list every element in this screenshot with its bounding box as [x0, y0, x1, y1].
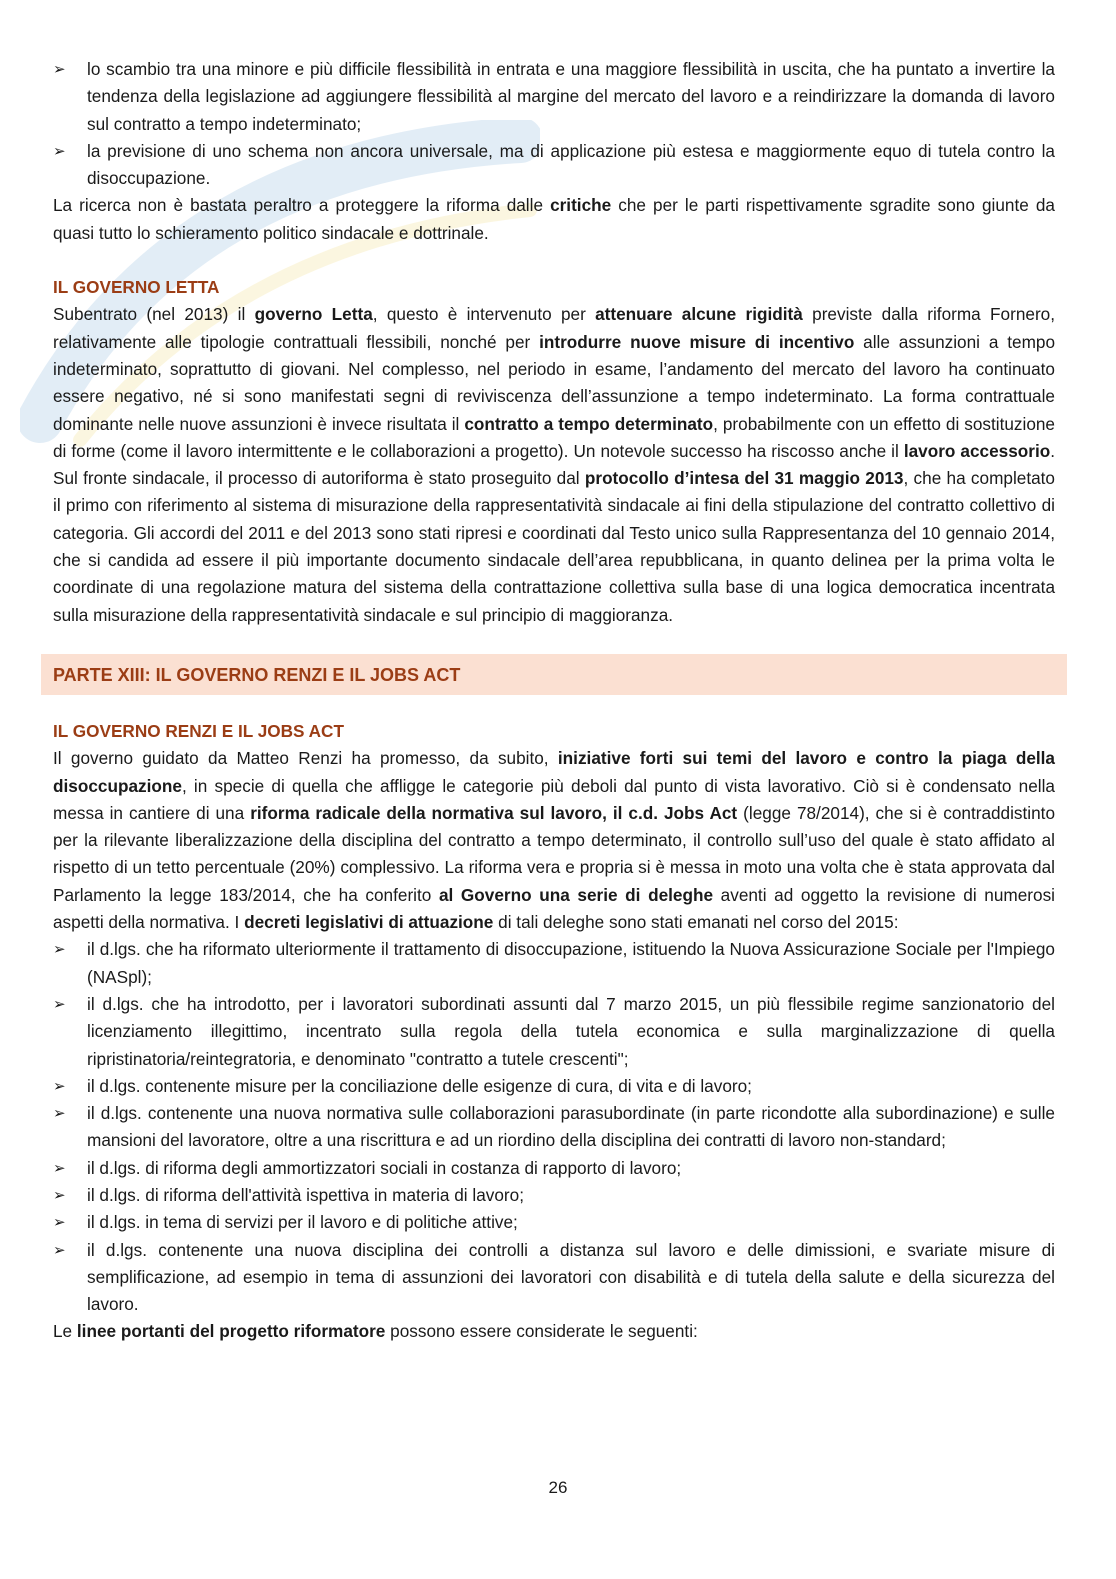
intro-paragraph: La ricerca non è bastata peraltro a proteggere la riforma dalle critiche che per le parti rispettivamente sgradite sono giunte da quasi tutto lo schieramento politico sindacale e dottrinale. — [53, 195, 1055, 243]
arrow-bullet-icon: ➢ — [53, 995, 66, 1013]
renzi-paragraph: Il governo guidato da Matteo Renzi ha promesso, da subito, iniziative forti sui temi del lavoro e contro la piaga della disoccupazione, in specie di quella che affligge le categorie più deboli dal punto di vista lavorativo. Ciò si è condensato nella messa in cantiere di una riforma radicale della normativa sul lavoro, il c.d. Jobs Act (legge 78/2014), che si è contraddistinto per la rilevante liberalizzazione della disciplina del contratto a tempo determinato, il controllo sull’uso del quale è stato affidato al rispetto di un tetto percentuale (20%) complessivo. La riforma vera e propria si è messa in moto una volta che è stata approvata dal Parlamento la legge 183/2014, che ha conferito al Governo una serie di deleghe aventi ad oggetto la revisione di numerosi aspetti della normativa. I decreti legislativi di attuazione di tali deleghe sono stati emanati nel corso del 2015: — [53, 748, 1056, 933]
arrow-bullet-icon: ➢ — [53, 1105, 66, 1123]
arrow-bullet-icon: ➢ — [53, 61, 66, 78]
arrow-bullet-icon: ➢ — [53, 1186, 66, 1204]
arrow-bullet-icon: ➢ — [53, 1077, 66, 1095]
list-item: ➢ il d.lgs. che ha riformato ulteriormente il trattamento di disoccupazione, istituendo la Nuova Assicurazione Sociale per l'Impiego (NASpl); — [53, 936, 1055, 991]
arrow-bullet-icon: ➢ — [53, 941, 66, 959]
list-item: ➢ la previsione di uno schema non ancora universale, ma di applicazione più estesa e maggiormente equo di tutela contro la disoccupazione. — [53, 138, 1055, 193]
page-content — [53, 56, 1055, 1346]
part-title-band: PARTE XIII: IL GOVERNO RENZI E IL JOBS ACT — [41, 654, 1067, 695]
list-item: ➢ il d.lgs. contenente misure per la conciliazione delle esigenze di cura, di vita e di lavoro; — [53, 1073, 1055, 1100]
arrow-bullet-icon: ➢ — [53, 1214, 66, 1232]
letta-paragraph: Subentrato (nel 2013) il governo Letta, questo è intervenuto per attenuare alcune rigidità previste dalla riforma Fornero, relativamente alle tipologie contrattuali flessibili, nonché per introdurre nuove misure di incentivo alle assunzioni a tempo indeterminato, soprattutto di giovani. Nel complesso, nel periodo in esame, l’andamento del mercato del lavoro ha continuato essere negativo, né si sono manifestati segni di reviviscenza dell’assunzione a tempo indeterminato. La forma contrattuale dominante nelle nuove assunzioni è invece risultata il contratto a tempo determinato, probabilmente con un effetto di sostituzione di forme (come il lavoro intermittente e le collaborazioni a progetto). Un notevole successo ha riscosso anche il lavoro accessorio. Sul fronte sindacale, il processo di autoriforma è stato proseguito dal protocollo d’intesa del 31 maggio 2013, che ha completato il primo con riferimento al sistema di misurazione della rappresentatività sindacale ai fini della stipulazione del contratto collettivo di categoria. Gli accordi del 2011 e del 2013 sono stati ripresi e coordinati dal Testo unico sulla Rappresentanza del 10 gennaio 2014, che si candida ad essere il più importante documento sindacale dell’area repubblicana, in quanto delinea per la prima volta le coordinate di una regolazione matura del sistema della contrattazione collettiva sulla base di una logica democratica incentrata sulla misurazione della rappresentatività sindacale e sul principio di maggioranza. — [53, 304, 1056, 625]
section-heading-letta: IL GOVERNO LETTA — [53, 277, 220, 298]
page-number: 26 — [548, 1478, 568, 1497]
list-item: ➢ il d.lgs. contenente una nuova normativa sulle collaborazioni parasubordinate (in parte ricondotte alla subordinazione) e sulle mansioni del lavoratore, oltre a una riscrittura e ad un riordino della disciplina dei contratti di lavoro non-standard; — [53, 1100, 1055, 1155]
list-item: ➢ il d.lgs. di riforma dell'attività ispettiva in materia di lavoro; — [53, 1182, 1055, 1209]
decrees-bullet-list — [53, 936, 1055, 1318]
list-item: ➢ il d.lgs. che ha introdotto, per i lavoratori subordinati assunti dal 7 marzo 2015, un più flessibile regime sanzionatorio del licenziamento illegittimo, incentrato sulla regola della tutela economica e sulla marginalizzazione di quella ripristinatoria/reintegratoria, e denominato "contratto a tutele crescenti"; — [53, 991, 1055, 1073]
list-item: ➢ il d.lgs. contenente una nuova disciplina dei controlli a distanza sul lavoro e delle dimissioni, e svariate misure di semplificazione, ad esempio in tema di assunzioni dei lavoratori con disabilità e di tutela della salute e della sicurezza del lavoro. — [53, 1237, 1055, 1319]
section-heading-renzi: IL GOVERNO RENZI E IL JOBS ACT — [53, 720, 344, 741]
arrow-bullet-icon: ➢ — [53, 142, 66, 160]
intro-bullet-list — [53, 56, 1055, 192]
closing-paragraph: Le linee portanti del progetto riformatore possono essere considerate le seguenti: — [53, 1321, 698, 1342]
arrow-bullet-icon: ➢ — [53, 1159, 66, 1177]
list-item: ➢ il d.lgs. di riforma degli ammortizzatori sociali in costanza di rapporto di lavoro; — [53, 1155, 1055, 1182]
list-item: ➢ il d.lgs. in tema di servizi per il lavoro e di politiche attive; — [53, 1209, 1055, 1236]
list-item: ➢ lo scambio tra una minore e più difficile flessibilità in entrata e una maggiore flessibilità in uscita, che ha puntato a invertire la tendenza della legislazione ad aggiungere flessibilità al margine del mercato del lavoro e a reindirizzare la domanda di lavoro sul contratto a tempo indeterminato; — [53, 56, 1055, 138]
arrow-bullet-icon: ➢ — [53, 1241, 66, 1259]
